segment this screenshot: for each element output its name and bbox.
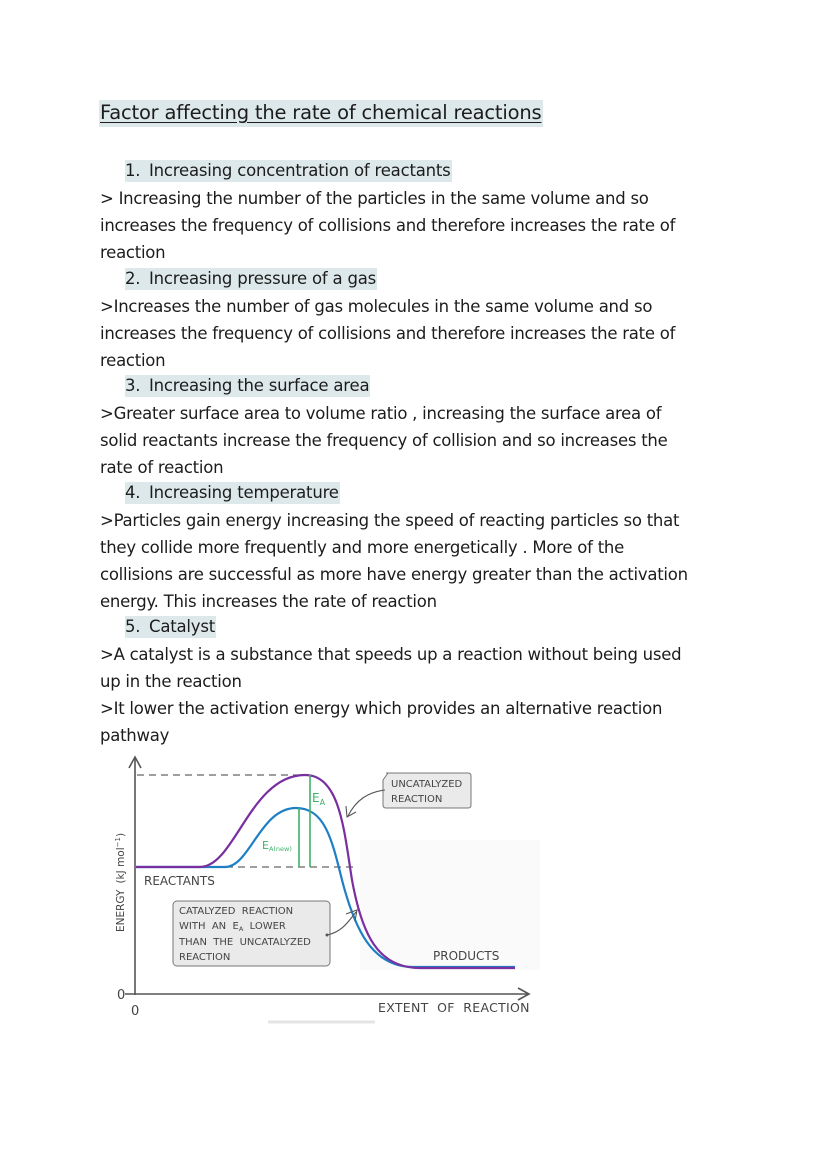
arrowhead-icon <box>346 910 357 921</box>
x-origin-label: 0 <box>131 1004 140 1019</box>
body-line: reaction <box>100 243 166 262</box>
body-line: >Particles gain energy increasing the speed of reacting particles so that <box>100 511 680 530</box>
activation-energy-lines <box>299 775 310 867</box>
section-heading-text: Increasing the surface area <box>149 376 370 395</box>
section-heading-text: Catalyst <box>149 617 216 636</box>
body-line: > Increasing the number of the particles in the same volume and so <box>100 189 649 208</box>
catalyzed-callout-line4: REACTION <box>179 952 231 963</box>
body-line: up in the reaction <box>100 672 242 691</box>
body-line: >A catalyst is a substance that speeds up a reaction without being used <box>100 645 682 664</box>
catalyzed-callout-line3: THAN THE UNCATALYZED <box>179 937 311 948</box>
x-axis-label: EXTENT OF REACTION <box>378 1000 530 1015</box>
section-heading-text: Increasing concentration of reactants <box>149 161 451 180</box>
section-number: 3. <box>125 376 141 395</box>
body-line: they collide more frequently and more energetically . More of the <box>100 538 625 557</box>
body-line: energy. This increases the rate of reaction <box>100 592 437 611</box>
ea-label: $E_A$ <box>312 791 326 807</box>
body-line: solid reactants increase the frequency of collision and so increases the <box>100 431 668 450</box>
uncatalyzed-callout-line1: UNCATALYZED <box>391 779 463 790</box>
catalyzed-callout <box>173 901 357 966</box>
section-number: 4. <box>125 483 141 502</box>
document-title: Factor affecting the rate of chemical reactions <box>99 100 543 127</box>
callout-arrow-icon <box>327 912 356 935</box>
section-heading-text: Increasing temperature <box>149 483 339 502</box>
callout-anchor-dot <box>326 934 329 937</box>
y-origin-label: 0 <box>117 988 126 1003</box>
reactants-label: REACTANTS <box>144 874 215 888</box>
uncatalyzed-callout <box>346 773 471 817</box>
section-number: 5. <box>125 617 141 636</box>
body-line: collisions are successful as more have energy greater than the activation <box>100 565 688 584</box>
section-heading-text: Increasing pressure of a gas <box>149 269 377 288</box>
uncatalyzed-callout-line2: REACTION <box>391 794 443 805</box>
body-line: rate of reaction <box>100 458 224 477</box>
y-axis-label: ENERGY(kJ mol$^{-1}$) <box>114 832 127 932</box>
body-line: >Greater surface area to volume ratio , increasing the surface area of <box>100 404 662 423</box>
ea-new-label: EA(new) <box>262 839 292 853</box>
body-line: increases the frequency of collisions and therefore increases the rate of <box>100 324 676 343</box>
catalyzed-callout-line2: WITH AN $E_A$ LOWER <box>179 921 286 933</box>
section-number: 1. <box>125 161 141 180</box>
catalyzed-callout-line1: CATALYZED REACTION <box>179 906 294 917</box>
body-line: >It lower the activation energy which provides an alternative reaction <box>100 699 663 718</box>
section-number: 2. <box>125 269 141 288</box>
body-line: increases the frequency of collisions and therefore increases the rate of <box>100 216 676 235</box>
products-label: PRODUCTS <box>433 949 500 963</box>
body-line: pathway <box>100 726 170 745</box>
body-line: >Increases the number of gas molecules in the same volume and so <box>100 297 653 316</box>
body-line: reaction <box>100 351 166 370</box>
callout-arrow-icon <box>348 790 385 816</box>
guide-lines <box>137 775 358 867</box>
